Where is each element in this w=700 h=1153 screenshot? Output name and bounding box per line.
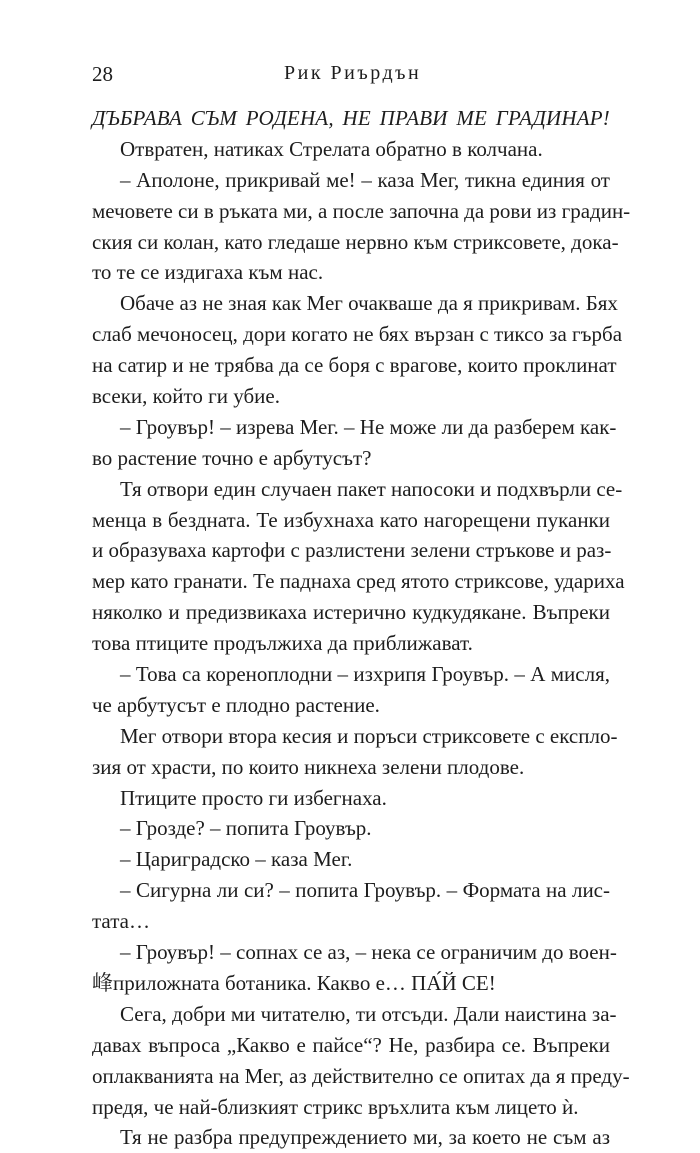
running-header [92,62,612,92]
text-line: и образуваха картофи с разлистени зелени стръкове и раз- [92,538,612,563]
text-line: ския си колан, като гледаше нервно към стриксовете, дока- [92,229,619,254]
text-line: – Гроувър! – изрева Мег. – Не може ли да разберем как- [120,414,617,439]
body-text [92,103,631,1153]
text-line: Обаче аз не зная как Мег очакваше да я прикривам. Бях [120,291,618,316]
text-line: – Сигурна ли си? – попита Гроувър. – Формата на лис- [120,878,610,903]
text-line: мечовете си в ръката ми, а после започна да рови из градин- [92,198,631,223]
text-line: това птиците продължиха да приближават. [92,631,473,656]
text-line: – Това са кореноплодни – изхрипя Гроувър. – А мисля, [120,662,610,687]
text-line: на сатир и не трябва да се боря с врагове, които проклинат [92,353,617,378]
text-line: Тя не разбра предупреждението ми, за което не съм аз [120,1125,610,1150]
page-number: 28 [92,62,113,86]
text-line: во растение точно е арбутусът? [92,445,372,470]
text-line: – Цариградско – каза Мег. [120,847,353,872]
text-line: мер като гранати. Те паднаха сред ятото стриксове, удариха [92,569,625,594]
text-line: – Аполоне, прикривай ме! – каза Мег, тикна единия от [120,167,610,192]
text-line: слаб мечоносец, дори когато не бях вързан с тиксо за гърба [92,322,623,347]
text-line: 峰приложната ботаника. Какво е… ПА́Й СЕ! [92,970,496,995]
text-line: Отвратен, натиках Стрелата обратно в колчана. [120,136,543,161]
text-line: то те се издигаха към нас. [92,260,324,285]
running-head-author: Рик Риърдън [284,62,422,84]
text-line: Мег отвори втора кесия и поръси стриксовете с експло- [120,723,618,748]
text-line: – Гроувър! – сопнах се аз, – нека се ограничим до воен- [120,940,617,965]
text-line: че арбутусът е плодно растение. [92,692,380,717]
text-line: няколко и предизвикаха истерично кудкудякане. Въпреки [92,600,610,625]
text-line: давах въпроса „Какво е пайсе“? Не, разбира се. Въпреки [92,1032,610,1057]
text-line: всеки, който ги убие. [92,384,280,409]
text-line: зия от храсти, по които никнеха зелени плодове. [92,754,525,779]
text-line: оплакванията на Мег, аз действително се опитах да я преду- [92,1063,630,1088]
text-line: предя, че най-близкият стрикс връхлита към лицето ѝ. [92,1094,579,1119]
text-line: – Грозде? – попита Гроувър. [120,816,372,841]
text-line: ДЪБРАВА СЪМ РОДЕНА, НЕ ПРАВИ МЕ ГРАДИНАР! [92,106,610,130]
text-line: Тя отвори един случаен пакет напосоки и подхвърли се- [120,476,623,501]
text-line: менца в бездната. Те избухнаха като нагорещени пуканки [92,507,610,532]
text-line: Сега, добри ми читателю, ти отсъди. Дали наистина за- [120,1001,617,1026]
text-line: тата… [92,909,150,934]
text-line: Птиците просто ги избегнаха. [120,785,387,810]
